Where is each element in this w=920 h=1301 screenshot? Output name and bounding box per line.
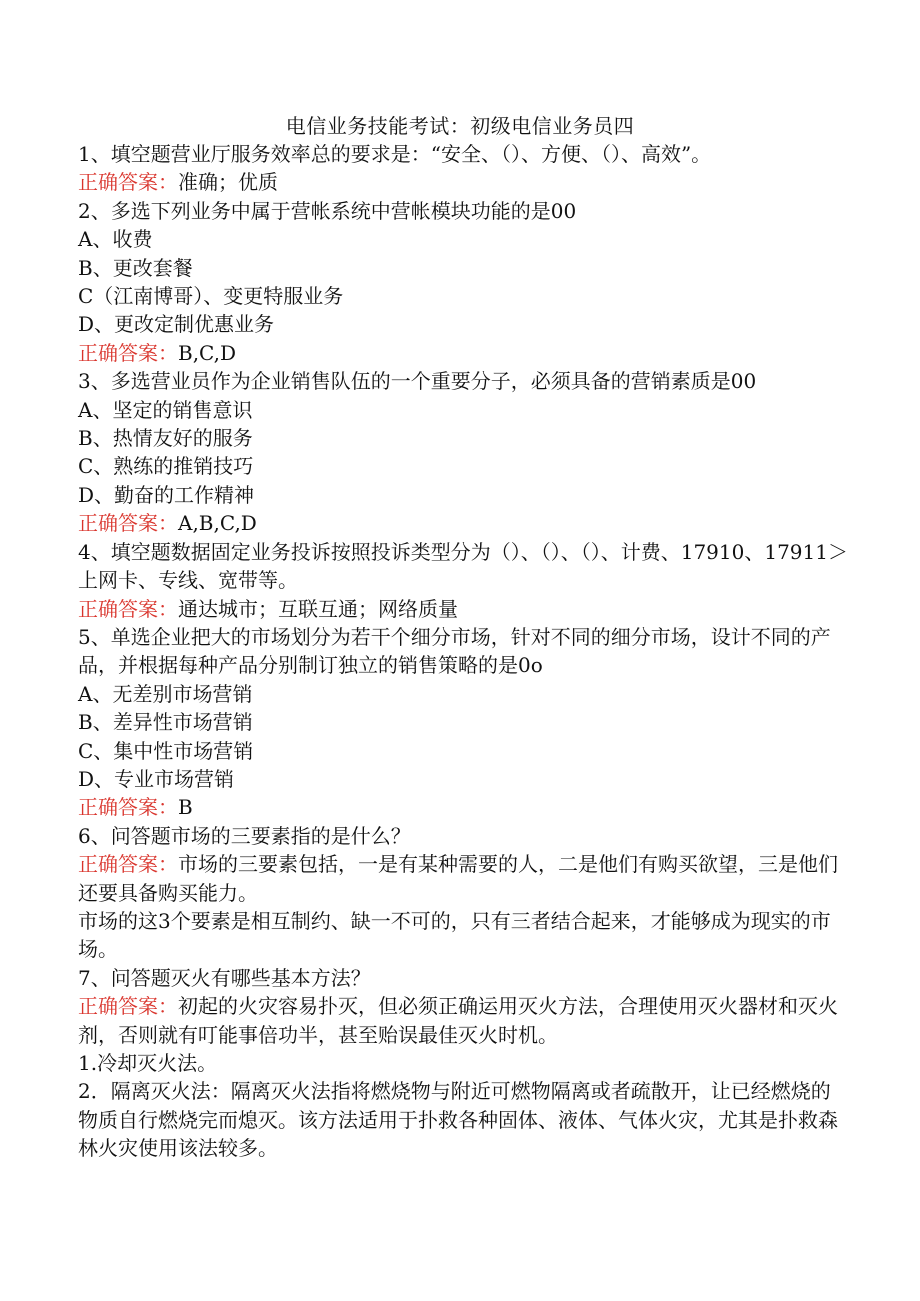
line-text: C、熟练的推销技巧 xyxy=(78,454,254,479)
line-text: 通达城市；互联互通；网络质量 xyxy=(178,596,458,621)
answer-option xyxy=(78,708,848,736)
answer-option xyxy=(78,282,848,310)
line-text: 初起的火灾容易扑灭，但必须正确运用灭火方法，合理使用灭火器材和灭火剂，否则就有叮能事倍功半，甚至贻误最佳灭火时机。 xyxy=(78,994,838,1047)
line-text: 1.冷却灭火法。 xyxy=(78,1051,218,1075)
answer-option xyxy=(78,765,848,793)
line-text: A、坚定的销售意识 xyxy=(78,397,253,422)
line-text: 5、单选企业把大的市场划分为若干个细分市场，针对不同的细分市场，设计不同的产品，并根据每种产品分别制订独立的销售策略的是0o xyxy=(78,624,831,678)
answer-label: 正确答案： xyxy=(78,994,178,1019)
question-text xyxy=(78,367,848,395)
correct-answer xyxy=(78,168,848,196)
answer-label: 正确答案： xyxy=(78,795,178,820)
correct-answer xyxy=(78,793,848,821)
answer-option xyxy=(78,396,848,424)
answer-option xyxy=(78,680,848,708)
correct-answer xyxy=(78,595,848,623)
line-text: 7、问答题灭火有哪些基本方法？ xyxy=(78,965,371,990)
question-text xyxy=(78,140,848,168)
line-text: C、集中性市场营销 xyxy=(78,738,254,763)
line-text: B、差异性市场营销 xyxy=(78,710,253,735)
line-text: 4、填空题数据固定业务投诉按照投诉类型分为（）、（）、（）、计费、17910、17911＞上网卡、专线、宽带等。 xyxy=(78,539,848,593)
line-text: 2．隔离灭火法：隔离灭火法指将燃烧物与附近可燃物隔离或者疏散开，让已经燃烧的物质自行燃烧完而熄灭。该方法适用于扑救各种固体、液体、气体火灾，尤其是扑救森林火灾使用该法较多。 xyxy=(78,1079,838,1161)
page-title: 电信业务技能考试：初级电信业务员四 xyxy=(285,114,635,138)
line-text: 6、问答题市场的三要素指的是什么？ xyxy=(78,823,411,848)
correct-answer xyxy=(78,992,848,1049)
line-text: 市场的三要素包括，一是有某种需要的人，二是他们有购买欲望，三是他们还要具备购买能力。 xyxy=(78,852,838,905)
line-text: C（江南博哥）、变更特服业务 xyxy=(78,284,344,309)
line-text: 准确；优质 xyxy=(178,170,278,195)
answer-option xyxy=(78,310,848,338)
correct-answer xyxy=(78,509,848,537)
answer-option xyxy=(78,225,848,253)
line-text: D、更改定制优惠业务 xyxy=(78,312,275,337)
answer-option xyxy=(78,481,848,509)
line-text: B xyxy=(178,795,193,820)
answer-label: 正确答案： xyxy=(78,596,178,621)
line-text: A、收费 xyxy=(78,227,153,252)
answer-option xyxy=(78,452,848,480)
line-text: 2、多选下列业务中属于营帐系统中营帐模块功能的是00 xyxy=(78,198,577,223)
answer-label: 正确答案： xyxy=(78,170,178,195)
question-text xyxy=(78,197,848,225)
line-text: 3、多选营业员作为企业销售队伍的一个重要分子，必须具备的营销素质是00 xyxy=(78,369,757,394)
question-text xyxy=(78,822,848,850)
correct-answer xyxy=(78,339,848,367)
line-text: B,C,D xyxy=(178,340,237,365)
line-text: B、更改套餐 xyxy=(78,255,193,280)
answer-option xyxy=(78,424,848,452)
question-text xyxy=(78,964,848,992)
line-text: D、勤奋的工作精神 xyxy=(78,482,255,507)
line-text: 市场的这3个要素是相互制约、缺一不可的，只有三者结合起来，才能够成为现实的市场。 xyxy=(78,908,831,962)
answer-label: 正确答案： xyxy=(78,340,178,365)
document-body xyxy=(78,140,848,1163)
answer-label: 正确答案： xyxy=(78,852,178,877)
answer-label: 正确答案： xyxy=(78,511,178,536)
explanation-paragraph xyxy=(78,1049,848,1077)
correct-answer xyxy=(78,850,848,907)
answer-option xyxy=(78,254,848,282)
line-text: B、热情友好的服务 xyxy=(78,426,253,451)
question-text xyxy=(78,623,848,680)
line-text: 1、填空题营业厅服务效率总的要求是：“安全、（）、方便、（）、高效”。 xyxy=(78,142,712,166)
explanation-paragraph xyxy=(78,1077,848,1162)
question-text xyxy=(78,538,848,595)
answer-option xyxy=(78,737,848,765)
explanation-paragraph xyxy=(78,907,848,964)
line-text: D、专业市场营销 xyxy=(78,766,235,791)
line-text: A、无差别市场营销 xyxy=(78,681,253,706)
line-text: A,B,C,D xyxy=(178,511,257,536)
